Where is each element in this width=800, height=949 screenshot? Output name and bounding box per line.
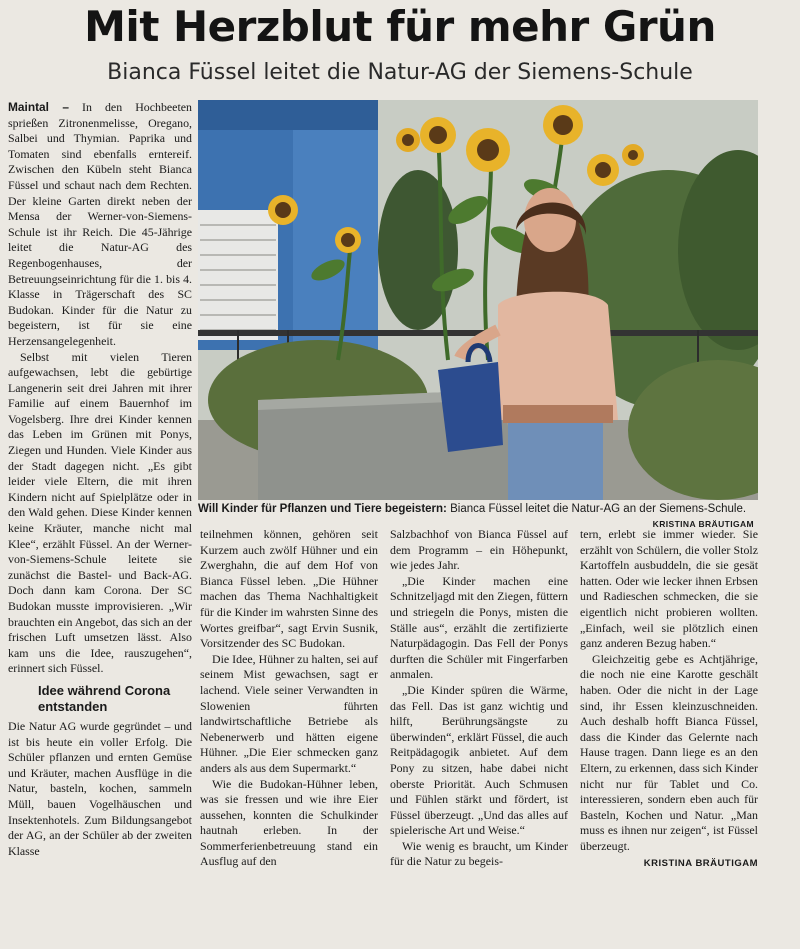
paragraph: Salzbachhof von Bianca Füssel auf dem Programm – ein Höhepunkt, wie jedes Jahr.: [390, 527, 568, 573]
column-1: [8, 100, 192, 859]
headline: Mit Herzblut für mehr Grün: [84, 2, 716, 51]
column-2: [200, 527, 378, 870]
subheadline: Bianca Füssel leitet die Natur-AG der Siemens-Schule: [107, 60, 693, 85]
paragraph-text: In den Hochbeeten sprießen Zitronenmelisse, Oregano, Salbei und Thymian. Paprika und Tomaten sind ebenfalls erntereif. Zwischen den Kübeln steht Bianca Füssel und schaut nach dem Rechten. Der kleine Garten direkt neben der Mensa der Werner-von-Siemens-Schule ist ihr Reich. Die 45-Jährige leitet die Natur-AG des Regenbogenhauses, der Betreuungseinrichtung für die 1. bis 4. Klasse in Trägerschaft des SC Budokan. Kinder für die Natur zu begeistern, ist für sie eine Herzensangelegenheit.: [8, 100, 192, 348]
photo-caption: [198, 502, 758, 529]
paragraph: Die Idee, Hühner zu halten, sei auf seinem Mist gewachsen, sagt er lachend. Viele seiner Verwandten in Slowenien führten landwirtschaftliche Betriebe als Nebenerwerb und hätten eigene Hühner. „Die Eier schmecken ganz anders als aus dem Supermarkt.“: [200, 651, 378, 775]
caption-text: Bianca Füssel leitet die Natur-AG an der Siemens-Schule.: [450, 503, 747, 515]
paragraph: Die Natur AG wurde gegründet – und ist bis heute ein voller Erfolg. Die Schüler pflanzen und ernten Gemüse und Kräuter, machen Ausflüge in die Natur, basteln, kochen, sammeln Müll, bauen Vogelhäuschen und Insektenhotels. Zum Bildungsangebot der AG, an der Schüler ab der zweiten Klasse: [8, 718, 192, 858]
author-byline: KRISTINA BRÄUTIGAM: [643, 858, 758, 870]
paragraph: Selbst mit vielen Tieren aufgewachsen, lebt die gebürtige Langenerin seit drei Jahren mit ihrer Familie auf einem Bauernhof im Vogelsberg. Ihre drei Kinder kennen das Leben im Grünen mit Ponys, Ziegen und Hunden. Viele Kinder aus der Stadt dagegen nicht. „Es gibt leider viele Eltern, die mit ihren Kindern nicht auf Spielplätze oder in den Wald gehen. Diese Kinder kennen keine Kräuter, manche nicht mal Klee“, erzählt Füssel. An der Werner-von-Siemens-Schule leitete sie zunächst die Bastel- und Back-AG. Doch dann kam Corona. Der SC Budokan musste improvisieren. „Wir brauchten ein Angebot, das sich an der frischen Luft umsetzen lässt. Also kam uns die Idee, rauszugehen“, erinnert sich Füssel.: [8, 349, 192, 676]
photo-credit: KRISTINA BRÄUTIGAM: [652, 519, 754, 529]
column-3: [390, 527, 568, 870]
caption-lead: Will Kinder für Pflanzen und Tiere begeistern:: [198, 503, 447, 515]
paragraph: tern, erlebt sie immer wieder. Sie erzählt von Schülern, die voller Stolz Kartoffeln ausbuddeln, die sie gesät hatten. Oder wie lecker ihnen Erbsen und Radieschen schmecken, die sie eigentlich nicht probieren wollten. „Einfach, weil sie plötzlich einen ganz anderen Bezug haben.“: [580, 527, 758, 651]
paragraph: teilnehmen können, gehören seit Kurzem auch zwölf Hühner und ein Zwerghahn, die auf dem Hof von Bianca Füssel leben. „Die Hühner machen das Thema Nachhaltigkeit für die Kinder im wahrsten Sinne des Wortes greifbar“, sagt Ervin Susnik, Vorsitzender des SC Budokan.: [200, 527, 378, 651]
paragraph: Gleichzeitig gebe es Achtjährige, die noch nie eine Karotte geschält haben. Oder die nicht in der Lage sind, ihr Essen kleinzuschneiden. Auch deshalb hofft Bianca Füssel, dass die Kinder das Gelernte nach Hause tragen. Dann liege es an den Eltern, zu erkennen, dass sich Kinder nicht nur für Tablet und Co. interessieren, sondern eben auch für Basteln, Kochen und Natur. „Man muss es ihnen nur zeigen“, ist Füssel überzeugt.: [580, 651, 758, 853]
paragraph: Wie die Budokan-Hühner leben, was sie fressen und wie ihre Eier aussehen, konnten die Schulkinder hautnah erleben. In der Sommerferienbetreuung stand ein Ausflug auf den: [200, 776, 378, 869]
section-subhead: Idee während Corona entstanden: [38, 682, 171, 714]
paragraph: „Die Kinder machen eine Schnitzeljagd mit den Ziegen, füttern und striegeln die Ponys, misten die Ställe aus“, erzählt die zertifizierte Naturpädagogin. Das Fell der Ponys durften die Schüler mit Fingerfarben anmalen.: [390, 573, 568, 682]
paragraph: [8, 100, 192, 350]
article-photo: [198, 100, 758, 500]
photo-illustration: [198, 100, 758, 500]
dateline: Maintal –: [8, 100, 69, 114]
column-4: [580, 527, 758, 872]
paragraph: „Die Kinder spüren die Wärme, das Fell. Das ist ganz wichtig und hilft, Berührungsängste zu überwinden“, erklärt Füssel, die auch Reitpädagogik anbietet. Auf dem Pony zu sitzen, habe dabei nicht oberste Priorität. Auch Schmusen und Fühlen stärkt und fördert, ist Füssel überzeugt. „Und das alles auf spielerische Art und Weise.“: [390, 682, 568, 838]
paragraph: Wie wenig es braucht, um Kinder für die Natur zu begeis-: [390, 838, 568, 869]
